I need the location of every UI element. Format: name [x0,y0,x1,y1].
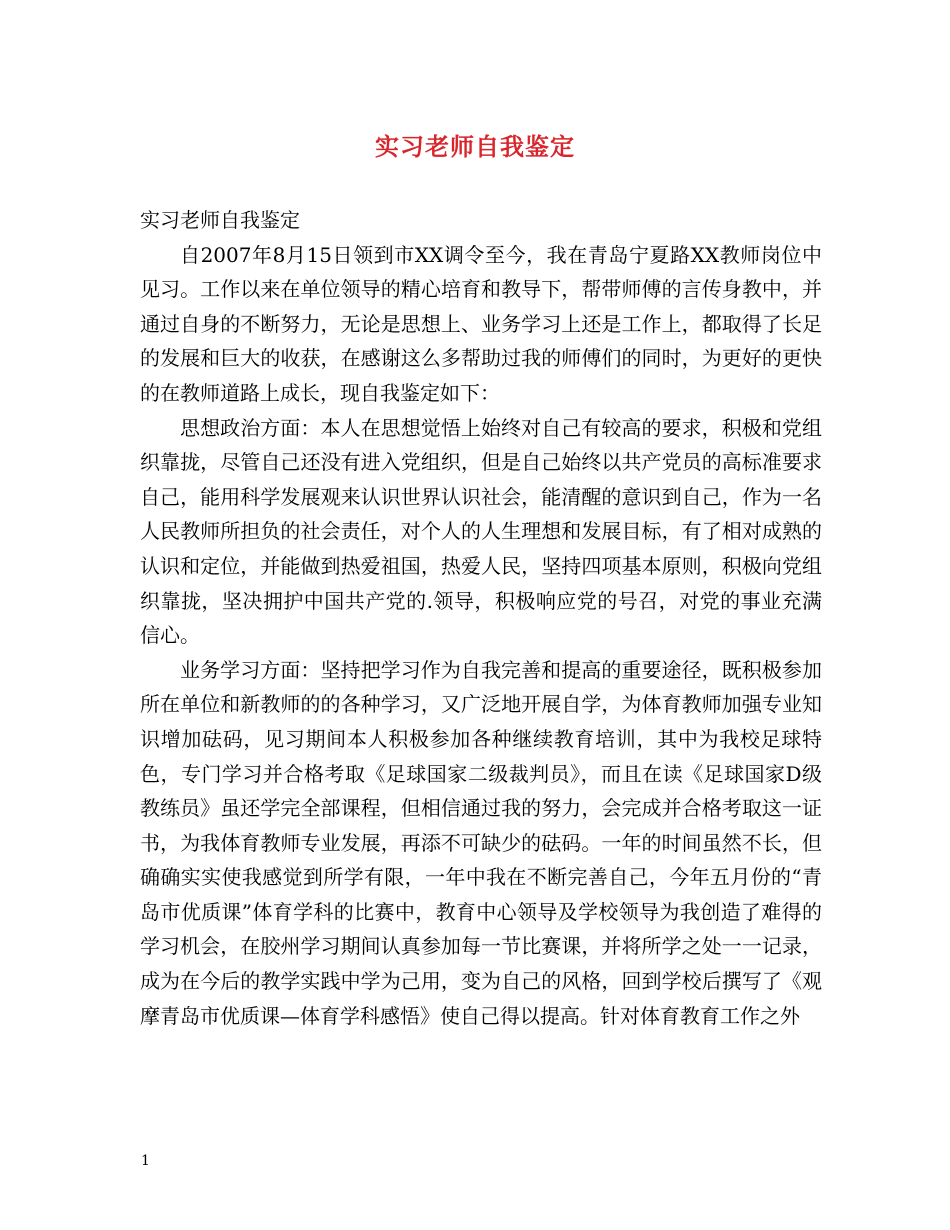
document-body [140,203,822,1033]
paragraph-study: 业务学习方面：坚持把学习作为自我完善和提高的重要途径，既积极参加所在单位和新教师的的各种学习，又广泛地开展自学，为体育教师加强专业知识增加砝码，见习期间本人积极参加各种继续教育培训，其中为我校足球特色，专门学习并合格考取《足球国家二级裁判员》，而且在读《足球国家D级教练员》虽还学完全部课程，但相信通过我的努力，会完成并合格考取这一证书，为我体育教师专业发展，再添不可缺少的砝码。一年的时间虽然不长，但确确实实使我感觉到所学有限，一年中我在不断完善自己，今年五月份的“青岛市优质课”体育学科的比赛中，教育中心领导及学校领导为我创造了难得的学习机会，在胶州学习期间认真参加每一节比赛课，并将所学之处一一记录，成为在今后的教学实践中学为己用，变为自己的风格，回到学校后撰写了《观摩青岛市优质课—体育学科感悟》使自己得以提高。针对体育教育工作之外 [140,657,822,1028]
paragraph-intro: 自2007年8月15日领到市XX调令至今，我在青岛宁夏路XX教师岗位中见习。工作以来在单位领导的精心培育和教导下，帮带师傅的言传身教中，并通过自身的不断努力，无论是思想上、业务学习上还是工作上，都取得了长足的发展和巨大的收获，在感谢这么多帮助过我的师傅们的同时，为更好的更快的在教师道路上成长，现自我鉴定如下： [140,242,822,405]
document-subtitle: 实习老师自我鉴定 [140,208,300,232]
document-title: 实习老师自我鉴定 [375,132,575,161]
paragraph-political: 思想政治方面：本人在思想觉悟上始终对自己有较高的要求，积极和党组织靠拢，尽管自己还没有进入党组织，但是自己始终以共产党员的高标准要求自己，能用科学发展观来认识世界认识社会，能清醒的意识到自己，作为一名人民教师所担负的社会责任，对个人的人生理想和发展目标，有了相对成熟的认识和定位，并能做到热爱祖国，热爱人民，坚持四项基本原则，积极向党组织靠拢，坚决拥护中国共产党的.领导，积极响应党的号召，对党的事业充满信心。 [140,415,822,648]
page-number: 1 [141,1153,150,1169]
